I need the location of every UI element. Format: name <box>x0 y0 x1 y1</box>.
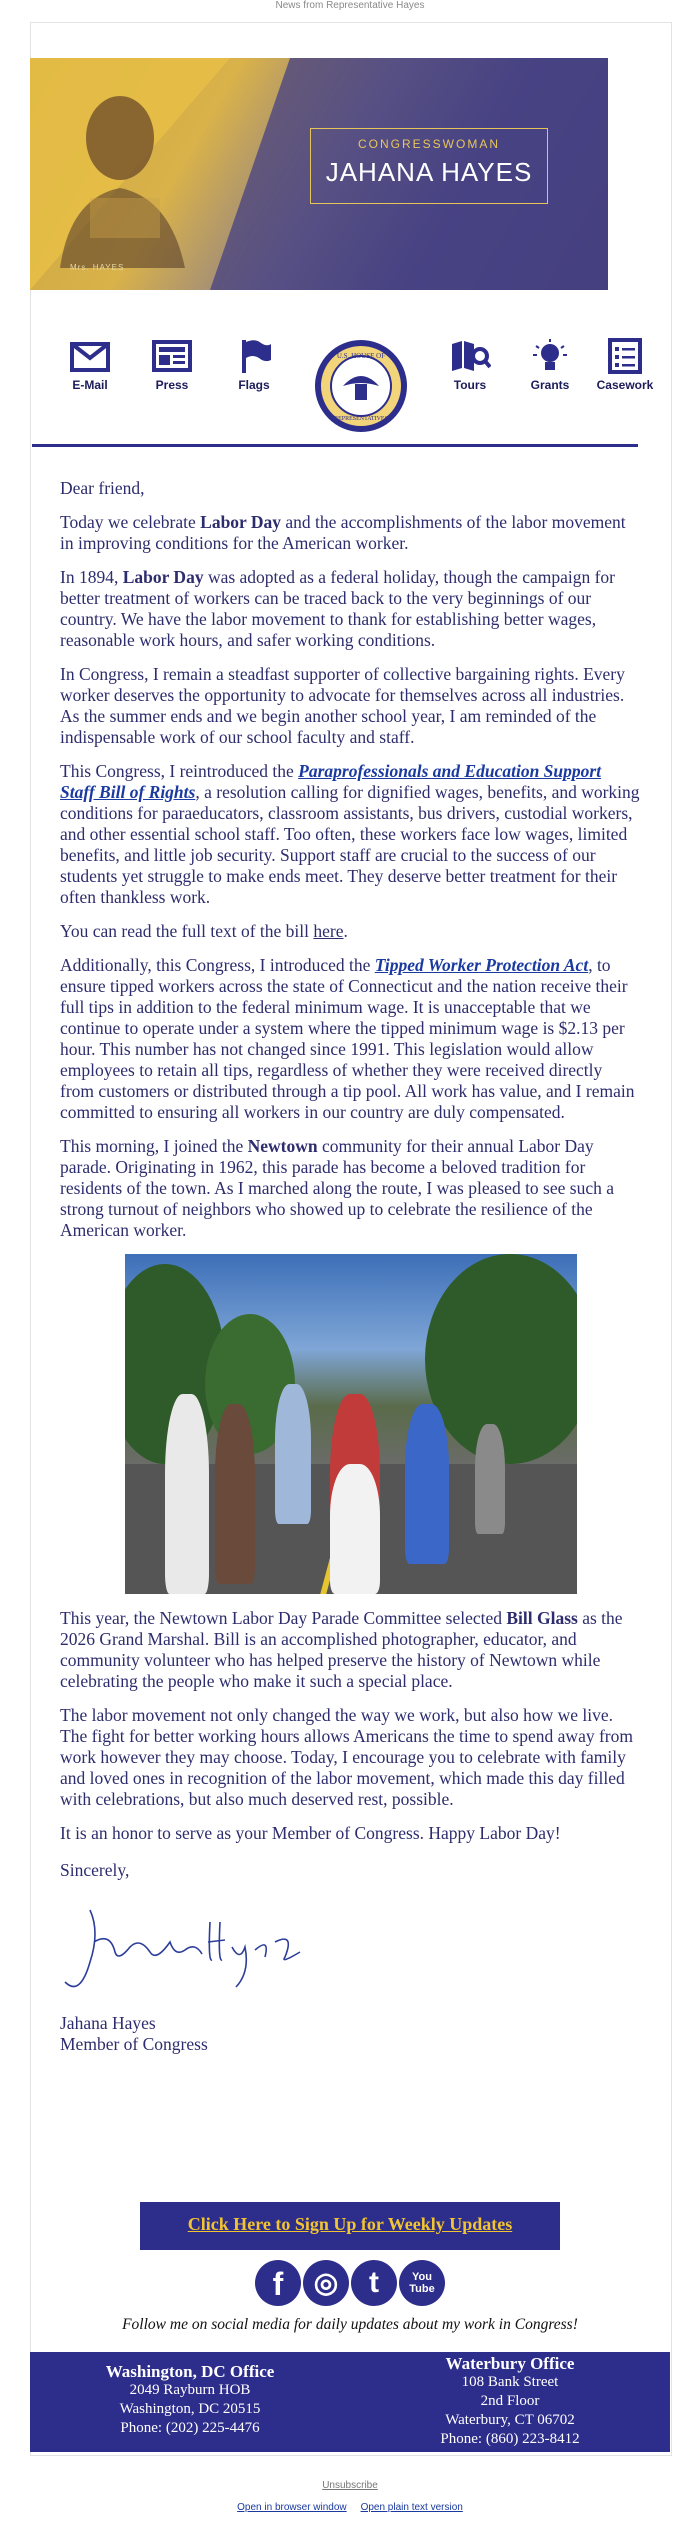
paragraph-7: This morning, I joined the Newtown community for their annual Labor Day parade. Originating in 1962, this parade has become a beloved tradition for residents of the town. As I marched along the route, I was pleased to see such a strong turnout of neighbors who showed up to celebrate the resilience of the American worker. <box>60 1136 615 1240</box>
header-banner <box>30 58 608 290</box>
banner-name: JAHANA HAYES <box>325 157 533 187</box>
nameplate: Mrs. HAYES <box>70 263 125 272</box>
nav-flags-label: Flags <box>238 378 270 392</box>
flag-icon <box>233 338 275 374</box>
preheader-text: News from Representative Hayes <box>275 0 425 11</box>
paragraph-5: You can read the full text of the bill here. <box>60 921 348 941</box>
nav-flags[interactable] <box>224 338 284 392</box>
signup-button[interactable] <box>140 2202 560 2250</box>
banner-title-box <box>310 128 548 204</box>
nav-grants[interactable] <box>520 338 580 392</box>
closing: Sincerely, <box>60 1860 130 1880</box>
paragraph-6: Additionally, this Congress, I introduced the Tipped Worker Protection Act, to ensure tipped workers across the state of Connecticut and the nation receive their full tips in addition to the federal minimum wage. It is unacceptable that we continue to operate under a system where the tipped minimum wage is $2.13 per hour. This number has not changed since 1991. This legislation would allow employees to retain all tips, regardless of whether they were received directly from customers or distributed through a tip pool. All work has value, and I remain committed to ensuring all workers in our country are duly compensated. <box>60 955 635 1122</box>
dc-office <box>40 2362 340 2438</box>
nav-tours-label: Tours <box>453 378 487 392</box>
open-in-browser-link[interactable]: Open in browser window <box>237 2502 347 2513</box>
plain-text-link[interactable]: Open plain text version <box>360 2502 463 2513</box>
signup-button-label: Click Here to Sign Up for Weekly Updates <box>187 2214 513 2234</box>
letter-body <box>60 478 640 2055</box>
social-links <box>255 2260 445 2310</box>
navigation-bar <box>30 338 654 448</box>
follow-text: Follow me on social media for daily updates about my work in Congress! <box>122 2316 578 2333</box>
dc-office-phone: Phone: (202) 225-4476 <box>120 2420 260 2436</box>
nav-grants-label: Grants <box>530 378 570 392</box>
signature-image <box>60 1902 320 2002</box>
svg-text:REPRESENTATIVES: REPRESENTATIVES <box>334 416 388 422</box>
facebook-icon[interactable]: f <box>255 2260 301 2306</box>
unsubscribe-row <box>0 2480 700 2491</box>
signer-name: Jahana Hayes <box>60 2013 156 2033</box>
bill-of-rights-link[interactable]: Paraprofessionals and Education Support Staff Bill of Rights <box>60 761 602 802</box>
nav-press[interactable] <box>142 338 202 392</box>
paragraph-10: It is an honor to serve as your Member of Congress. Happy Labor Day! <box>60 1823 561 1843</box>
waterbury-office-line3: Waterbury, CT 06702 <box>445 2412 575 2428</box>
paragraph-8: This year, the Newtown Labor Day Parade Committee selected Bill Glass as the 2026 Grand Marshal. Bill is an accomplished photographer, educator, and community volunteer who has helped preserve the history of Newtown while celebrating the people who make it such a special place. <box>60 1608 623 1691</box>
waterbury-office <box>360 2354 660 2449</box>
signer-title: Member of Congress <box>60 2034 208 2054</box>
paragraph-1: Today we celebrate Labor Day and the accomplishments of the labor movement in improving conditions for the American worker. <box>60 512 626 553</box>
bill-text-link[interactable]: here <box>313 921 344 941</box>
twitter-icon[interactable]: t <box>351 2260 397 2306</box>
paragraph-4: This Congress, I reintroduced the Paraprofessionals and Education Support Staff Bill of Rights, a resolution calling for dignified wages, benefits, and working conditions for paraeducators, classroom assistants, bus drivers, custodial workers, and other essential school staff. Too often, these workers face low wages, limited benefits, and little job security. Support staff are crucial to the success of our students yet struggle to make ends meet. They deserve better treatment for their often thankless work. <box>60 761 640 907</box>
dc-office-line1: 2049 Rayburn HOB <box>129 2382 251 2398</box>
waterbury-office-phone: Phone: (860) 223-8412 <box>440 2431 580 2447</box>
tours-icon <box>449 338 491 374</box>
nav-press-label: Press <box>155 378 189 392</box>
casework-icon <box>604 338 646 374</box>
nav-tours[interactable] <box>440 338 500 392</box>
paragraph-9: The labor movement not only changed the way we work, but also how we live. The fight for better working hours allows Americans the time to spend away from work however they may choose. Today, I encourage you to celebrate with family and loved ones in recognition of the labor movement, which made this day filled with celebrations, but also much deserved rest, possible. <box>60 1705 633 1809</box>
nav-casework[interactable] <box>590 338 660 392</box>
waterbury-office-line2: 2nd Floor <box>480 2393 540 2409</box>
tipped-worker-link[interactable]: Tipped Worker Protection Act <box>374 955 589 975</box>
nav-email[interactable] <box>60 338 120 392</box>
grants-icon <box>529 338 571 374</box>
parade-photo <box>125 1254 577 1594</box>
dc-office-line2: Washington, DC 20515 <box>119 2401 261 2417</box>
unsubscribe-link[interactable]: Unsubscribe <box>322 2480 378 2491</box>
nav-casework-label: Casework <box>596 378 654 392</box>
paragraph-3: In Congress, I remain a steadfast supporter of collective bargaining rights. Every worker deserves the opportunity to advocate for themselves across all industries. As the summer ends and we begin another school year, I am reminded of the indispensable work of our school faculty and staff. <box>60 664 625 747</box>
nav-email-label: E-Mail <box>72 378 108 392</box>
banner-subtitle: CONGRESSWOMAN <box>357 137 500 151</box>
email-icon <box>69 338 111 374</box>
office-info <box>30 2352 670 2452</box>
portrait-silhouette <box>40 78 200 268</box>
press-icon <box>151 338 193 374</box>
nav-divider <box>32 444 638 447</box>
youtube-icon[interactable]: You Tube <box>399 2260 445 2306</box>
view-options-row <box>0 2502 700 2513</box>
dc-office-name: Washington, DC Office <box>105 2362 275 2381</box>
waterbury-office-name: Waterbury Office <box>445 2354 575 2373</box>
instagram-icon[interactable]: ◎ <box>303 2260 349 2306</box>
greeting: Dear friend, <box>60 478 145 498</box>
svg-text:U.S. HOUSE OF: U.S. HOUSE OF <box>336 352 386 360</box>
paragraph-2: In 1894, Labor Day was adopted as a federal holiday, though the campaign for better treatment of workers can be traced back to the very beginnings of our country. We have the labor movement to thank for establishing better wages, reasonable work hours, and safer working conditions. <box>60 567 616 650</box>
house-seal-icon <box>313 338 409 434</box>
waterbury-office-line1: 108 Bank Street <box>461 2374 559 2390</box>
